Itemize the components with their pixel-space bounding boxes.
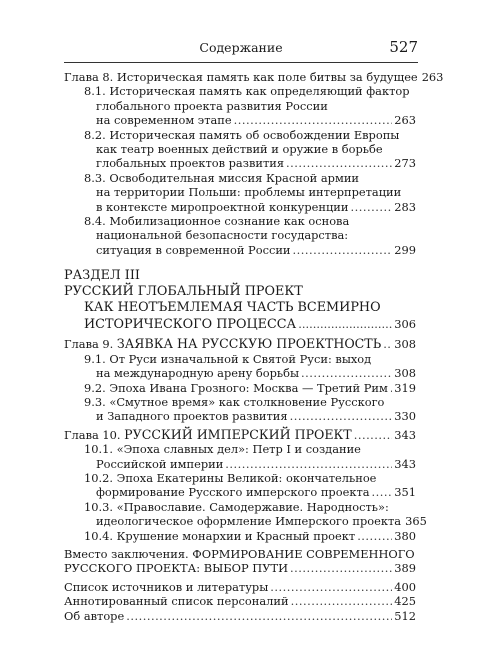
table-of-contents <box>64 70 444 623</box>
running-header <box>64 40 418 63</box>
toc-entry-page: 425 <box>394 594 416 609</box>
toc-entry-page: 273 <box>394 156 416 171</box>
toc-leader-dots <box>234 113 393 127</box>
toc-entry-sources <box>64 580 416 594</box>
toc-entry-10-2 <box>64 471 416 500</box>
toc-entry-page: 283 <box>394 199 416 214</box>
running-header-page-number: 527 <box>389 38 418 56</box>
toc-leader-dots <box>291 594 393 608</box>
toc-entry-prefix: Глава 10. <box>64 427 121 442</box>
toc-leader-dots <box>301 366 392 380</box>
toc-entry-10-4 <box>64 529 416 543</box>
toc-entry-title-cont: Российской империи <box>96 456 224 471</box>
toc-entry-chapter-9 <box>64 337 416 351</box>
toc-entry-title: 9.2. Эпоха Ивана Грозного: Москва — Третий Рим <box>84 380 388 395</box>
toc-section-label: РАЗДЕЛ III <box>64 268 140 284</box>
toc-entry-title-cont: и Западного проектов развития <box>96 409 288 424</box>
toc-entry-9-2 <box>64 381 416 395</box>
toc-leader-dots <box>270 580 392 594</box>
toc-entry-title-cont: КАК НЕОТЪЕМЛЕМАЯ ЧАСТЬ ВСЕМИРНО <box>84 300 381 316</box>
toc-entry-title: 9.3. «Смутное время» как столкновение Русского <box>84 394 385 409</box>
toc-entry-9-3 <box>64 395 416 424</box>
toc-leader-dots <box>354 428 393 442</box>
spacer <box>64 257 416 264</box>
toc-entry-title: РУССКИЙ ГЛОБАЛЬНЫЙ ПРОЕКТ <box>64 284 303 300</box>
toc-entry-title: 8.2. Историческая память об освобождении Европы <box>84 127 400 142</box>
toc-entry-page: 389 <box>394 561 416 576</box>
toc-leader-dots <box>390 381 392 395</box>
toc-entry-page: 380 <box>394 528 416 543</box>
toc-entry-title: 10.2. Эпоха Екатерины Великой: окончательное <box>84 470 377 485</box>
toc-entry-8-4 <box>64 214 416 257</box>
toc-entry-author <box>64 609 416 623</box>
toc-entry-title-cont: на территории Польши: проблемы интерпретации <box>96 185 402 200</box>
toc-entry-10-3 <box>64 499 427 529</box>
toc-leader-dots <box>293 243 393 257</box>
toc-leader-dots <box>357 529 392 543</box>
toc-entry-title-cont: ИСТОРИЧЕСКОГО ПРОЦЕССА <box>84 317 297 333</box>
toc-entry-page: 308 <box>394 366 416 381</box>
toc-leader-dots <box>290 561 392 575</box>
toc-entry-persons <box>64 594 416 608</box>
toc-entry-page: 263 <box>421 70 444 84</box>
toc-entry-title-cont: национальной безопасности государства: <box>96 228 349 243</box>
toc-entry-title: 8.3. Освободительная миссия Красной армии <box>84 170 360 185</box>
toc-leader-dots <box>126 609 392 623</box>
toc-entry-page: 343 <box>394 427 416 442</box>
toc-entry-conclusion <box>64 547 416 576</box>
toc-leader-dots <box>383 337 392 351</box>
toc-entry-10-1 <box>64 442 416 471</box>
toc-entry-title-cont: как театр военных действий и оружие в борьбе <box>96 142 383 157</box>
toc-entry-title: Вместо заключения. ФОРМИРОВАНИЕ СОВРЕМЕННОГО <box>64 546 415 561</box>
toc-entry-title-cont: глобальных проектов развития <box>96 156 285 171</box>
toc-entry-title: 10.1. «Эпоха славных дел»: Петр I и создание <box>84 442 361 457</box>
toc-entry-title-cont: формирование Русского имперского проекта <box>96 485 370 500</box>
toc-entry-page: 400 <box>394 579 416 594</box>
toc-entry-title-cont: ситуация в современной России <box>96 242 291 257</box>
toc-entry-8-1 <box>64 84 416 127</box>
toc-leader-dots <box>372 485 393 499</box>
toc-entry-title: 8.4. Мобилизационное сознание как основа <box>84 214 350 229</box>
toc-entry-title-cont: на современном этапе <box>96 113 232 128</box>
toc-entry-8-2 <box>64 128 416 171</box>
toc-entry-page: 319 <box>394 380 416 395</box>
running-header-title: Содержание <box>199 40 283 55</box>
toc-entry-chapter-8 <box>64 70 444 84</box>
toc-entry-title-cont: РУССКОГО ПРОЕКТА: ВЫБОР ПУТИ <box>64 561 288 576</box>
toc-entry-title: 10.4. Крушение монархии и Красный проект <box>84 528 356 543</box>
toc-entry-title: Глава 8. Историческая память как поле битвы за будущее <box>64 70 418 84</box>
toc-entry-chapter-10 <box>64 428 416 442</box>
toc-entry-title: ЗАЯВКА НА РУССКУЮ ПРОЕКТНОСТЬ <box>116 336 382 352</box>
toc-entry-prefix: Глава 9. <box>64 337 114 352</box>
toc-entry-page: 308 <box>394 337 416 352</box>
toc-entry-page: 351 <box>394 485 416 500</box>
toc-entry-9-1 <box>64 352 416 381</box>
toc-entry-title-cont: в контексте миропроектной конкуренции <box>96 199 349 214</box>
toc-leader-dots <box>290 409 393 423</box>
toc-leader-dots <box>351 200 393 214</box>
toc-entry-title-cont: на международную арену борьбы <box>96 366 300 381</box>
toc-leader-dots <box>298 316 392 332</box>
toc-entry-page: 512 <box>394 608 416 623</box>
toc-entry-title: 9.1. От Руси изначальной к Святой Руси: выход <box>84 351 372 366</box>
toc-entry-page: 330 <box>394 409 416 424</box>
toc-leader-dots <box>225 457 392 471</box>
toc-entry-title: 10.3. «Православие. Самодержавие. Народность»: <box>84 499 389 514</box>
toc-entry-page: 263 <box>394 113 416 128</box>
toc-entry-title: РУССКИЙ ИМПЕРСКИЙ ПРОЕКТ <box>124 426 352 442</box>
toc-entry-part-3 <box>64 284 416 333</box>
toc-entry-page: 343 <box>394 456 416 471</box>
toc-entry-title: Аннотированный список персоналий <box>64 594 289 609</box>
toc-entry-title: Список источников и литературы <box>64 579 269 594</box>
toc-entry-page: 299 <box>394 242 416 257</box>
toc-entry-title: Об авторе <box>64 608 125 623</box>
toc-entry-8-3 <box>64 171 416 214</box>
toc-entry-title: 8.1. Историческая память как определяющий фактор <box>84 84 410 99</box>
toc-entry-page: 365 <box>405 514 427 529</box>
toc-leader-dots <box>286 156 392 170</box>
toc-entry-page: 306 <box>394 317 416 332</box>
toc-entry-title-cont: идеологическое оформление Имперского проекта <box>96 514 402 529</box>
toc-entry-title-cont: глобального проекта развития России <box>96 98 328 113</box>
